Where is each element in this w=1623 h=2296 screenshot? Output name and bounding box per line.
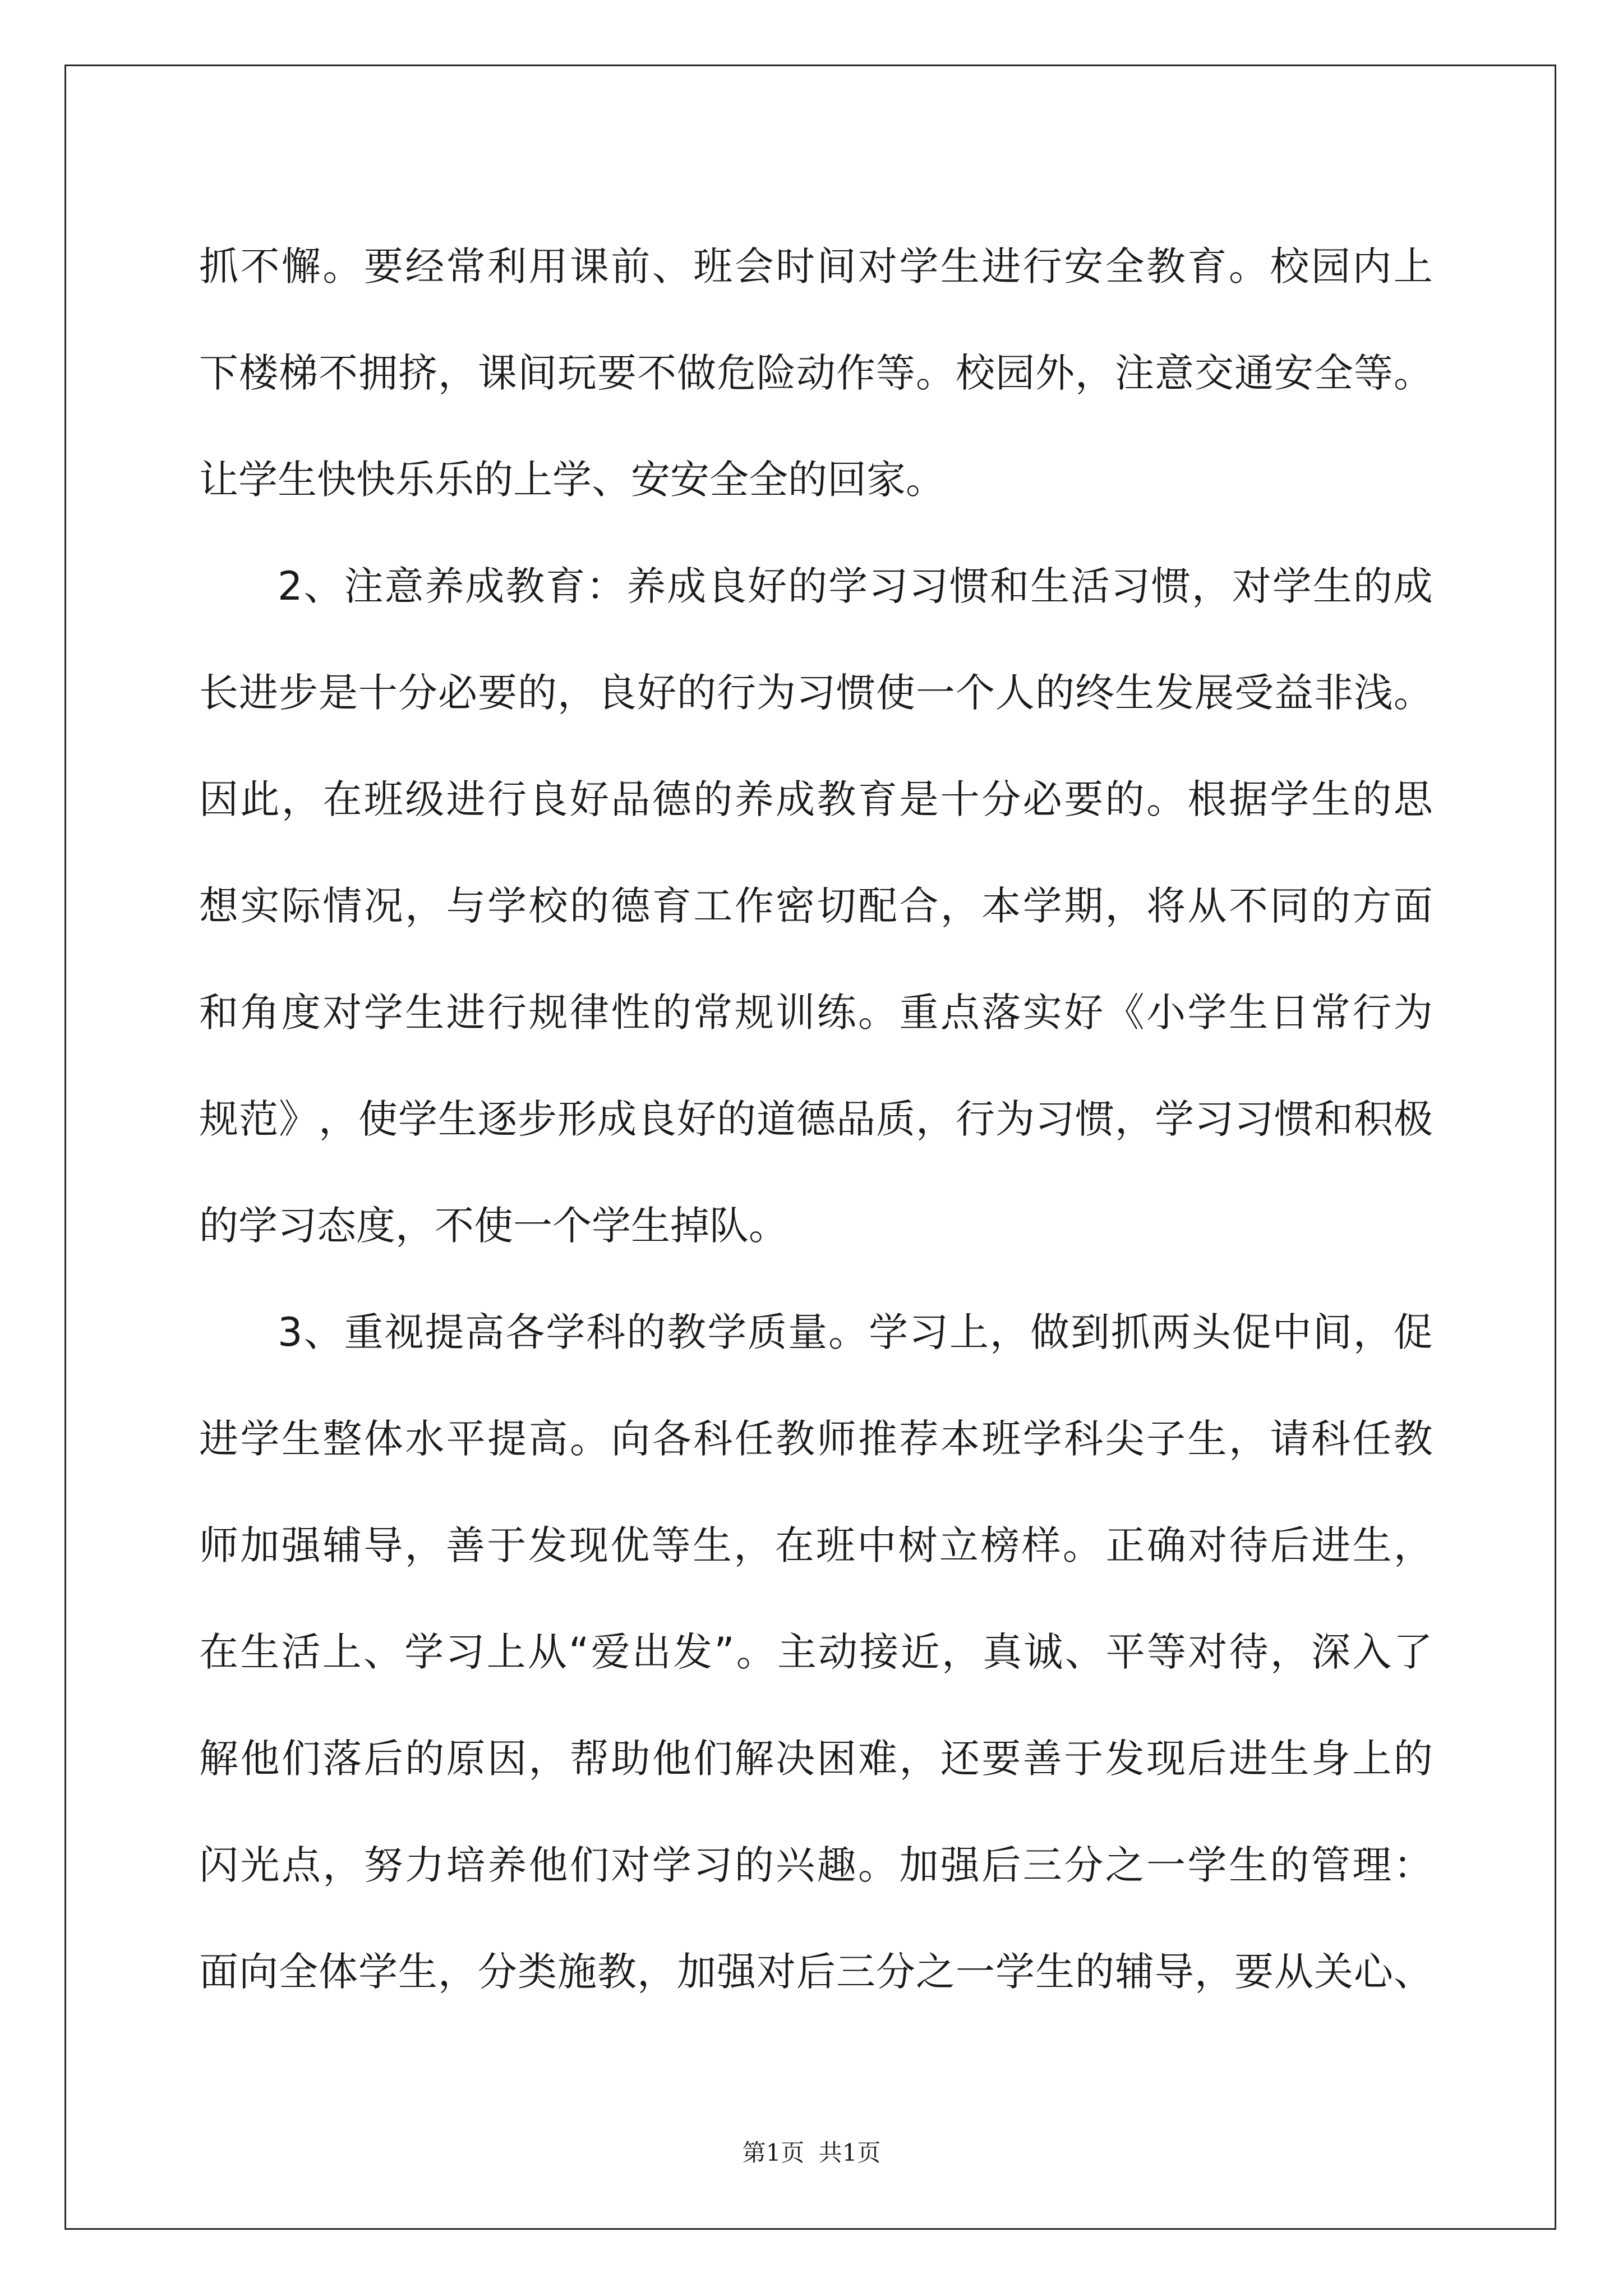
- text-line: 规 范 》 ， 使 学 生 逐 步 形 成 良 好 的 道 德 品 质 ， 行 为 习 惯 ， 学 习 习 惯 和 积 极: [199, 1096, 1433, 1142]
- text-line: 解 他 们 落 后 的 原 因 ， 帮 助 他 们 解 决 困 难 ， 还 要 善 于 发 现 后 进 生 身 上 的: [199, 1736, 1433, 1782]
- paragraph-first-line: 3 、 重 视 提 高 各 学 科 的 教 学 质 量 。 学 习 上 ， 做 到 抓 两 头 促 中 间 ， 促: [278, 1309, 1433, 1355]
- text-line: 因 此 ， 在 班 级 进 行 良 好 品 德 的 养 成 教 育 是 十 分 必 要 的 。 根 据 学 生 的 思: [199, 776, 1433, 822]
- text-line: 抓 不 懈 。 要 经 常 利 用 课 前 、 班 会 时 间 对 学 生 进 行 安 全 教 育 。 校 园 内 上: [199, 243, 1433, 289]
- text-line: 面 向 全 体 学 生 ， 分 类 施 教 ， 加 强 对 后 三 分 之 一 学 生 的 辅 导 ， 要 从 关 心 、: [199, 1949, 1433, 1995]
- text-line: 想 实 际 情 况 ， 与 学 校 的 德 育 工 作 密 切 配 合 ， 本 学 期 ， 将 从 不 同 的 方 面: [199, 883, 1433, 929]
- paragraph-first-line: 2 、 注 意 养 成 教 育 ： 养 成 良 好 的 学 习 习 惯 和 生 活 习 惯 ， 对 学 生 的 成: [278, 563, 1433, 609]
- text-line: 下 楼 梯 不 拥 挤 ， 课 间 玩 要 不 做 危 险 动 作 等 。 校 园 外 ， 注 意 交 通 安 全 等 。: [199, 350, 1433, 396]
- text-line: 让学生快快乐乐的上学、安安全全的回家。: [199, 457, 945, 503]
- document-body: [199, 213, 1433, 2025]
- text-line: 和 角 度 对 学 生 进 行 规 律 性 的 常 规 训 练 。 重 点 落 实 好 《 小 学 生 日 常 行 为: [199, 990, 1433, 1036]
- page-total: 共1页: [818, 2139, 881, 2166]
- page-footer: [0, 2134, 1623, 2168]
- text-line: 师 加 强 辅 导 ， 善 于 发 现 优 等 生 ， 在 班 中 树 立 榜 样 。 正 确 对 待 后 进 生 ，: [199, 1522, 1433, 1568]
- text-line: 在 生 活 上 、 学 习 上 从 “ 爱 出 发 ” 。 主 动 接 近 ， 真 诚 、 平 等 对 待 ， 深 入 了: [199, 1629, 1433, 1675]
- page-number: 第1页: [742, 2139, 805, 2166]
- text-line: 长 进 步 是 十 分 必 要 的 ， 良 好 的 行 为 习 惯 使 一 个 人 的 终 生 发 展 受 益 非 浅 。: [199, 670, 1433, 716]
- text-line: 进 学 生 整 体 水 平 提 高 。 向 各 科 任 教 师 推 荐 本 班 学 科 尖 子 生 ， 请 科 任 教: [199, 1416, 1433, 1462]
- text-line: 闪 光 点 ， 努 力 培 养 他 们 对 学 习 的 兴 趣 。 加 强 后 三 分 之 一 学 生 的 管 理 ：: [199, 1842, 1433, 1888]
- text-line: 的学习态度，不使一个学生掉队。: [199, 1203, 788, 1249]
